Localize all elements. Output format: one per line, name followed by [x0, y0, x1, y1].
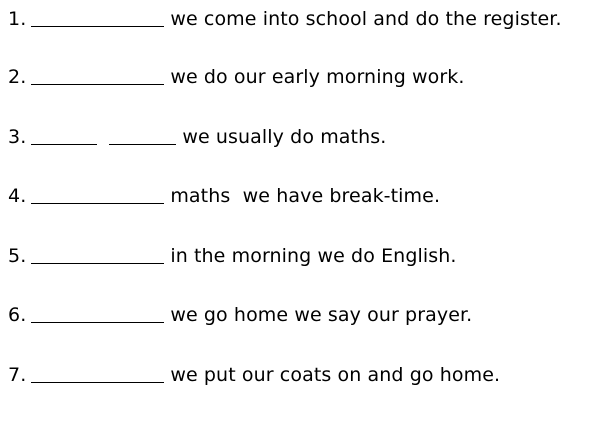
- sentence-text: we do our early morning work.: [170, 66, 465, 88]
- sentence-text: maths we have break-time.: [170, 185, 441, 207]
- sentence-text: we usually do maths.: [182, 126, 387, 148]
- sentence-number: 5.: [8, 245, 27, 267]
- answer-blank[interactable]: [31, 66, 164, 85]
- sentence-number: 1.: [8, 8, 27, 30]
- sentence-text: we come into school and do the register.: [170, 8, 562, 30]
- answer-blank[interactable]: [31, 8, 164, 27]
- sentence-5: [8, 243, 457, 269]
- sentence-text: in the morning we do English.: [170, 245, 457, 267]
- sentence-number: 4.: [8, 185, 27, 207]
- answer-blank[interactable]: [31, 245, 164, 264]
- answer-blank-first[interactable]: [31, 126, 97, 145]
- answer-blank[interactable]: [31, 185, 164, 204]
- sentence-4: [8, 183, 440, 209]
- sentence-number: 7.: [8, 364, 27, 386]
- sentence-1: [8, 6, 562, 32]
- sentence-text: we go home we say our prayer.: [170, 304, 473, 326]
- sentence-number: 3.: [8, 126, 27, 148]
- sentence-6: [8, 302, 472, 328]
- sentence-text: we put our coats on and go home.: [170, 364, 501, 386]
- sentence-2: [8, 64, 465, 90]
- sentence-number: 2.: [8, 66, 27, 88]
- answer-blank[interactable]: [31, 364, 164, 383]
- answer-blank-second[interactable]: [109, 126, 176, 145]
- answer-blank[interactable]: [31, 304, 164, 323]
- sentence-7: [8, 362, 500, 388]
- sentence-3: [8, 124, 386, 150]
- sentence-number: 6.: [8, 304, 27, 326]
